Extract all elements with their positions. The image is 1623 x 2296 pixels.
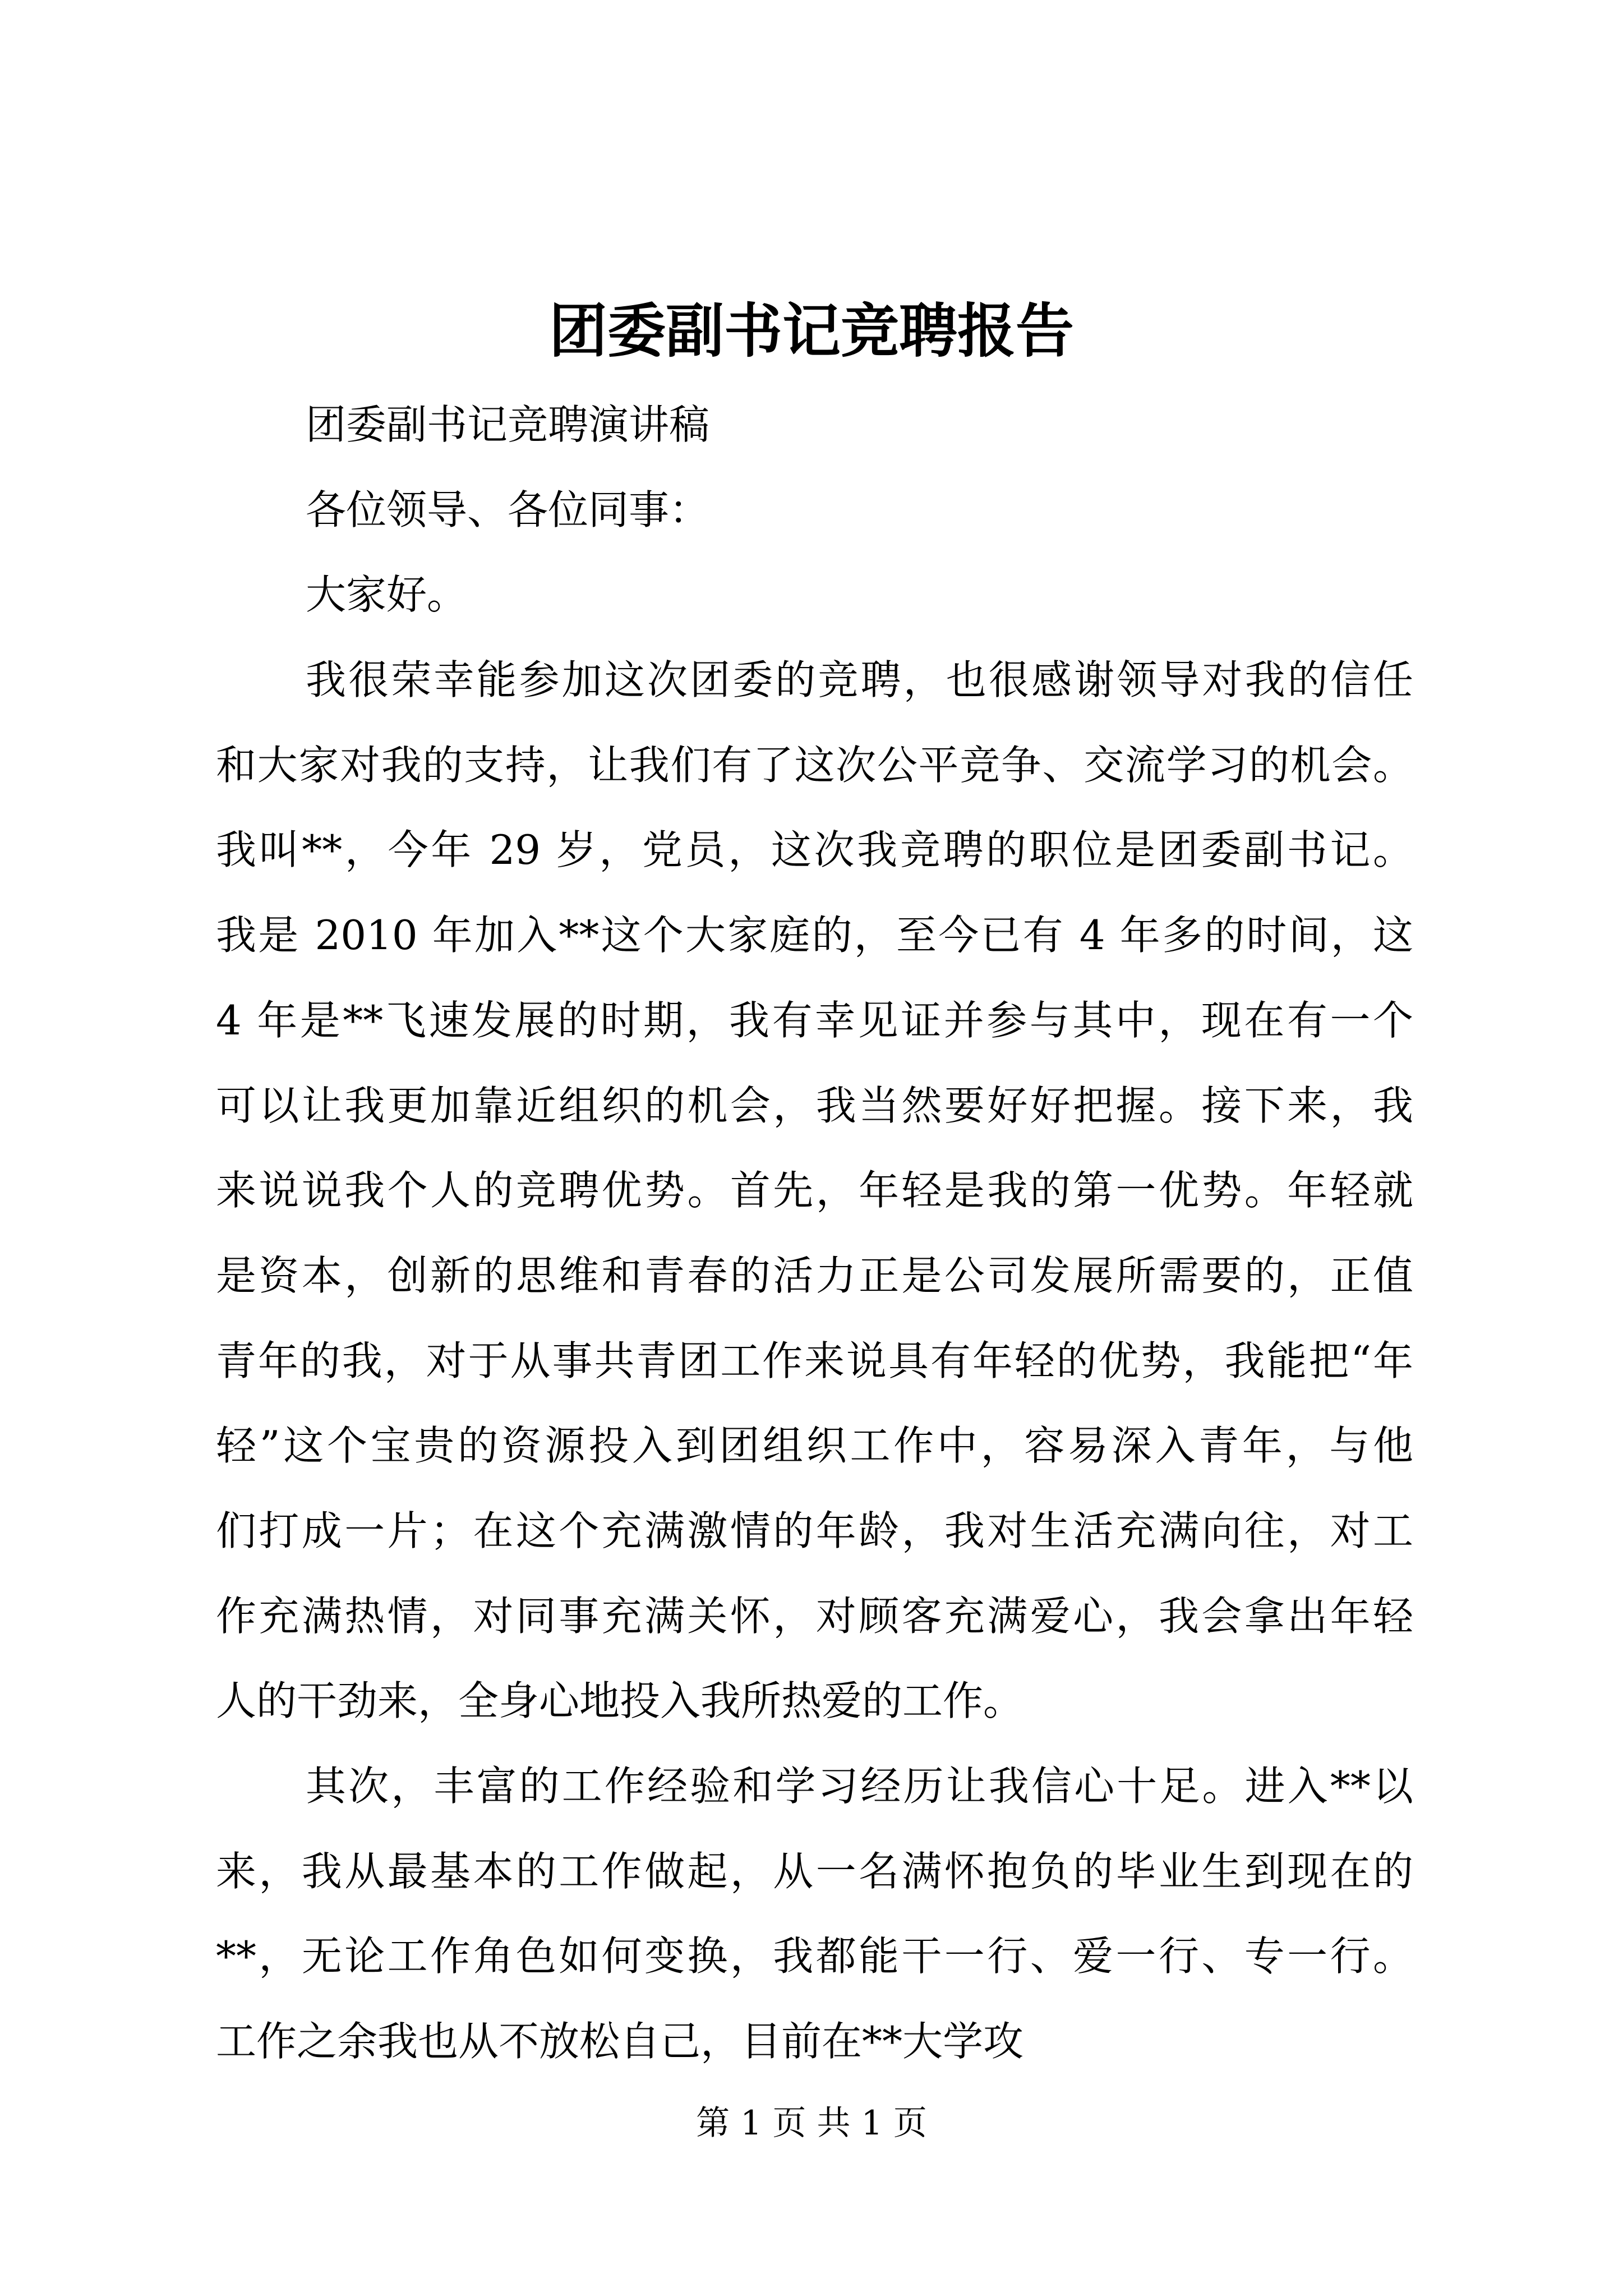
text-line: 来，我从最基本的工作做起，从一名满怀抱负的毕业生到现在的 [216,1847,1413,1895]
text-line: 工作之余我也从不放松自己，目前在**大学攻 [216,2018,1024,2065]
text-line: 和大家对我的支持，让我们有了这次公平竞争、交流学习的机会。 [216,741,1413,789]
text-line: 4 年是**飞速发展的时期，我有幸见证并参与其中，现在有一个 [216,996,1413,1044]
text-line: **，无论工作角色如何变换，我都能干一行、爱一行、专一行。 [216,1932,1413,1980]
text-line: 我很荣幸能参加这次团委的竞聘，也很感谢领导对我的信任 [306,656,1413,704]
text-line: 人的干劲来，全身心地投入我所热爱的工作。 [216,1677,1024,1725]
text-line: 大家好。 [306,571,468,619]
text-line: 团委副书记竞聘演讲稿 [306,401,710,448]
text-line: 我是 2010 年加入**这个大家庭的，至今已有 4 年多的时间，这 [216,912,1413,959]
text-line: 是资本，创新的思维和青春的活力正是公司发展所需要的，正值 [216,1251,1413,1299]
page-footer: 第 1 页 共 1 页 [696,2104,927,2143]
text-line: 轻”这个宝贵的资源投入到团组织工作中，容易深入青年，与他 [216,1422,1413,1470]
text-line: 其次，丰富的工作经验和学习经历让我信心十足。进入**以 [306,1763,1413,1810]
text-line: 可以让我更加靠近组织的机会，我当然要好好把握。接下来，我 [216,1082,1413,1129]
text-line: 各位领导、各位同事： [306,486,710,533]
document-body [216,383,1413,2085]
text-line: 来说说我个人的竞聘优势。首先，年轻是我的第一优势。年轻就 [216,1167,1413,1214]
text-line: 青年的我，对于从事共青团工作来说具有年轻的优势，我能把“年 [216,1337,1413,1384]
text-line: 我叫**，今年 29 岁，党员，这次我竞聘的职位是团委副书记。 [216,826,1413,874]
text-line: 们打成一片；在这个充满激情的年龄，我对生活充满向往，对工 [216,1507,1413,1554]
text-line: 作充满热情，对同事充满关怀，对顾客充满爱心，我会拿出年轻 [216,1592,1413,1640]
document-title: 团委副书记竞聘报告 [548,296,1074,365]
